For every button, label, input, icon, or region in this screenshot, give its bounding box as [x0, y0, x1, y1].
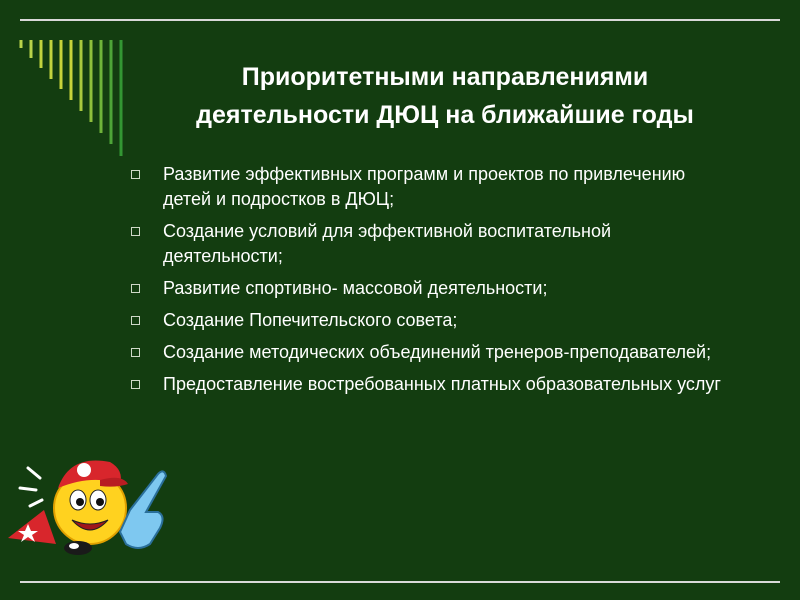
title-line-2: деятельности ДЮЦ на ближайшие годы	[196, 101, 694, 129]
title-line-1: Приоритетными направлениями	[241, 63, 649, 91]
stripes-decoration	[0, 0, 140, 170]
list-item-text: Развитие спортивно- массовой деятельности;	[163, 278, 548, 298]
slide-title	[125, 58, 765, 134]
list-item-text: Предоставление востребованных платных образовательных услуг	[163, 374, 721, 394]
square-bullet-icon	[131, 348, 140, 357]
list-item-text: Создание методических объединений тренеров-преподавателей;	[163, 342, 712, 362]
square-bullet-icon	[131, 316, 140, 325]
square-bullet-icon	[131, 227, 140, 236]
list-item	[130, 308, 730, 333]
list-item	[130, 219, 730, 269]
list-item	[130, 276, 730, 301]
bottom-rule	[20, 581, 780, 583]
list-item	[130, 372, 730, 397]
bullet-list	[130, 162, 730, 404]
smiley-mascot-icon	[0, 440, 190, 570]
list-item-text: Создание условий для эффективной воспитательной деятельности;	[163, 221, 612, 266]
list-item	[130, 340, 730, 365]
list-item-text: Создание Попечительского совета;	[163, 310, 458, 330]
list-item-text: Развитие эффективных программ и проектов по привлечению детей и подростков в ДЮЦ;	[163, 164, 686, 209]
square-bullet-icon	[131, 284, 140, 293]
list-item	[130, 162, 730, 212]
square-bullet-icon	[131, 170, 140, 179]
square-bullet-icon	[131, 380, 140, 389]
